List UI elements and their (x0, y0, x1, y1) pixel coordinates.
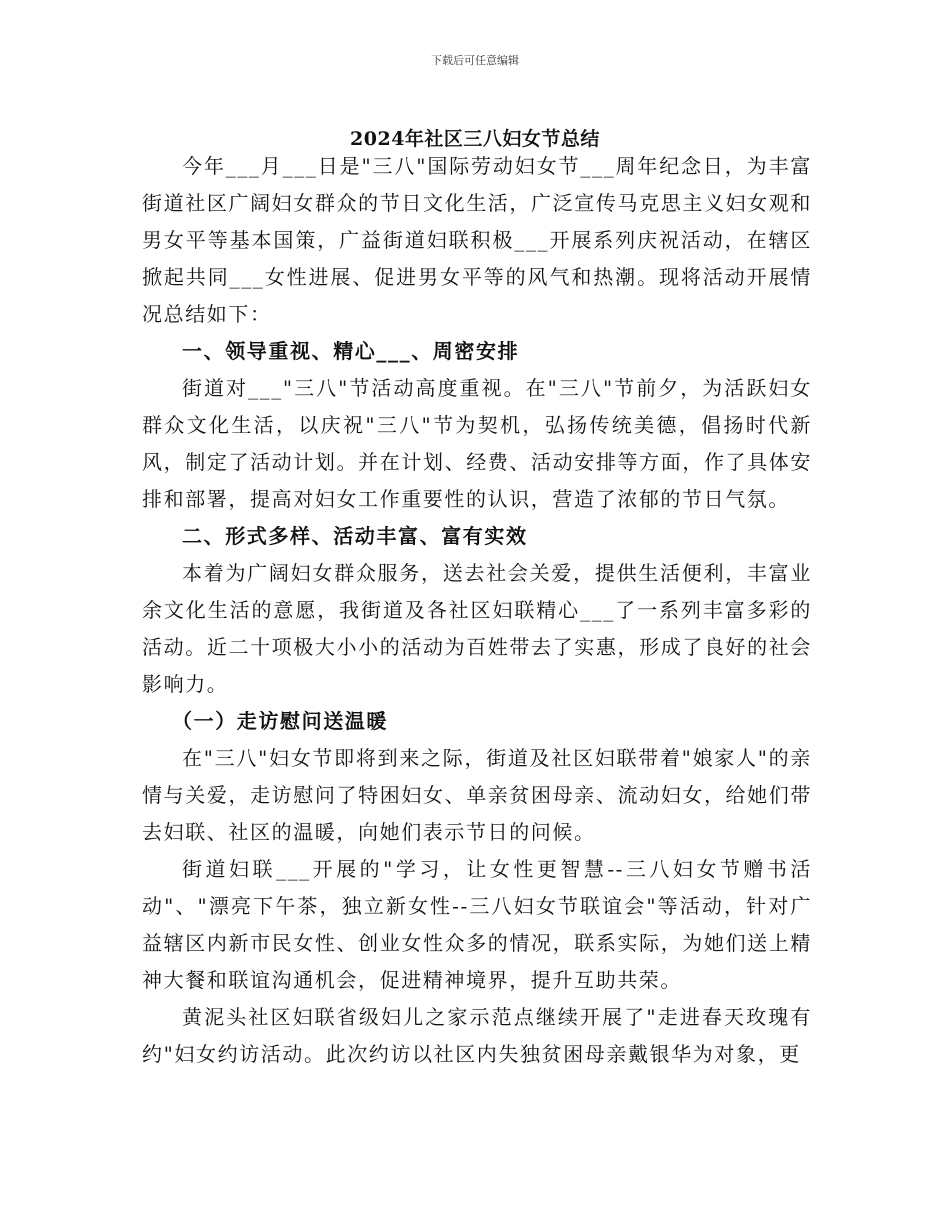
section-heading: 二、形式多样、活动丰富、富有实效 (182, 524, 528, 548)
paragraph: 街道妇联___开展的"学习，让女性更智慧--三八妇女节赠书活动"、"漂亮下午茶，独立新女性--三八妇女节联谊会"等活动，针对广益辖区内新市民女性、创业女性众多的情况，联系实际，为她们送上精神大餐和联谊沟通机会，促进精神境界，提升互助共荣。 (142, 857, 812, 992)
document-body (142, 148, 812, 1073)
paragraph: 本着为广阔妇女群众服务，送去社会关爱，提供生活便利，丰富业余文化生活的意愿，我街道及各社区妇联精心___了一系列丰富多彩的活动。近二十项极大小小的活动为百姓带去了实惠，形成了良好的社会影响力。 (142, 561, 812, 696)
subsection-heading: （一）走访慰问送温暖 (172, 709, 388, 733)
paragraph: 街道对___"三八"节活动高度重视。在"三八"节前夕，为活跃妇女群众文化生活，以庆祝"三八"节为契机，弘扬传统美德，倡扬时代新风，制定了活动计划。并在计划、经费、活动安排等方面，作了具体安排和部署，提高对妇女工作重要性的认识，营造了浓郁的节日气氛。 (142, 376, 812, 511)
document-title: 2024年社区三八妇女节总结 (350, 128, 600, 150)
paragraph: 在"三八"妇女节即将到来之际，街道及社区妇联带着"娘家人"的亲情与关爱，走访慰问了特困妇女、单亲贫困母亲、流动妇女，给她们带去妇联、社区的温暖，向她们表示节日的问候。 (142, 746, 812, 844)
header-note: 下载后可任意编辑 (431, 54, 519, 67)
section-heading: 一、领导重视、精心___、周密安排 (182, 339, 520, 363)
paragraph: 今年___月___日是"三八"国际劳动妇女节___周年纪念日，为丰富街道社区广阔妇女群众的节日文化生活，广泛宣传马克思主义妇女观和男女平等基本国策，广益街道妇联积极___开展系列庆祝活动，在辖区掀起共同___女性进展、促进男女平等的风气和热潮。现将活动开展情况总结如下： (142, 154, 812, 326)
paragraph: 黄泥头社区妇联省级妇儿之家示范点继续开展了"走进春天玫瑰有约"妇女约访活动。此次约访以社区内失独贫困母亲戴银华为对象，更 (142, 1005, 812, 1066)
